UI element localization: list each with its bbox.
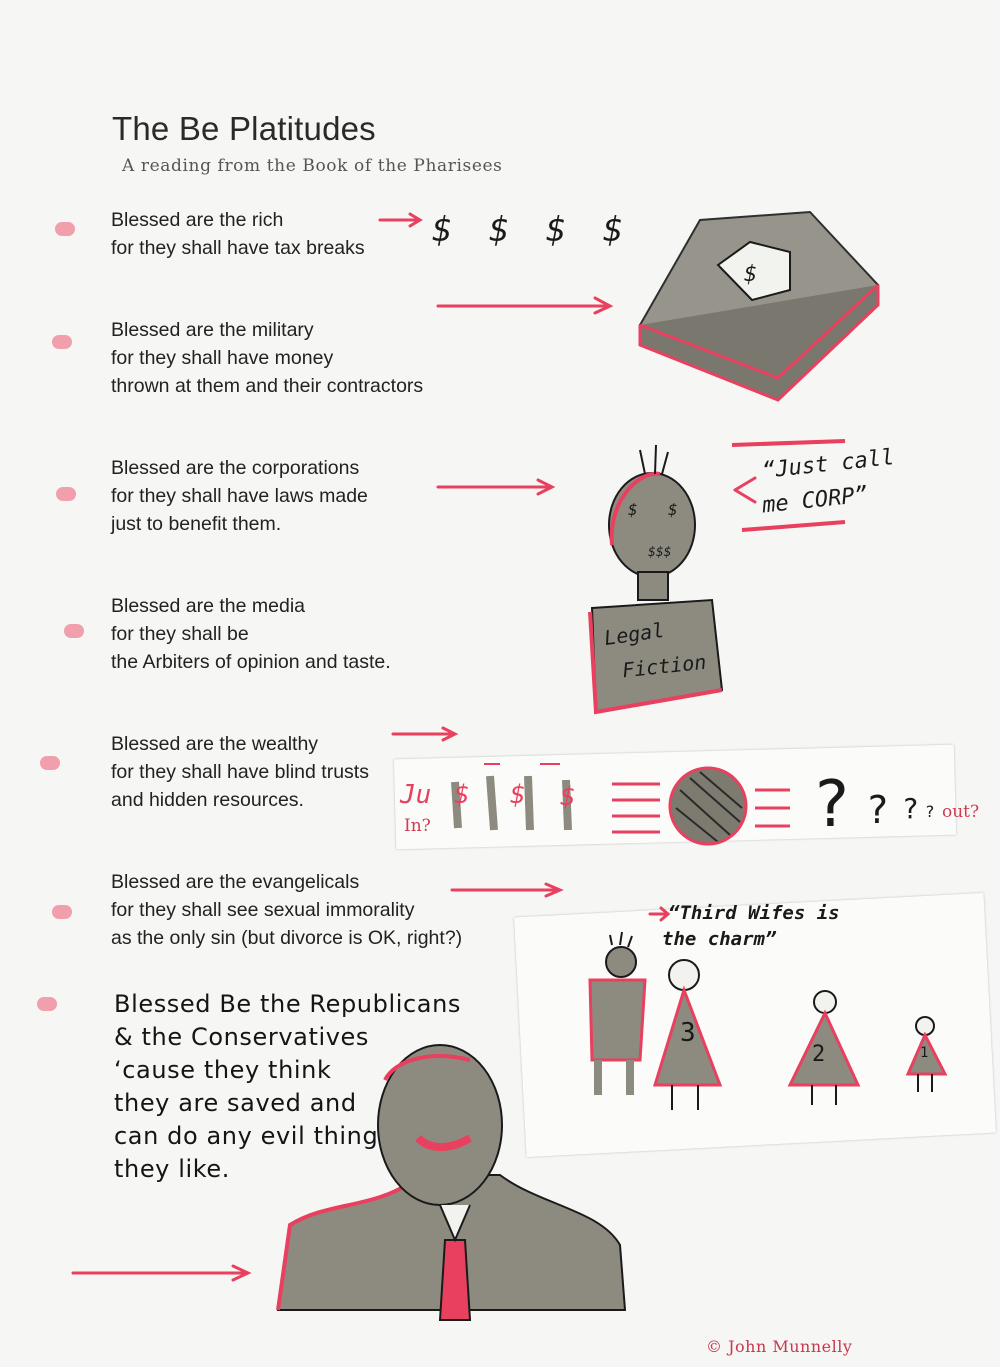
- verse-line: for they shall have laws made: [111, 485, 368, 507]
- verse-line: Blessed are the evangelicals: [111, 871, 360, 893]
- verse-line: just to benefit them.: [111, 513, 282, 535]
- wife-number-3: 3: [680, 1018, 696, 1048]
- verse-line: for they shall have blind trusts: [111, 761, 369, 783]
- final-verse-line: they are saved and: [114, 1089, 357, 1117]
- page-title: The Be Platitudes: [112, 110, 376, 147]
- torso-label-line-2: Fiction: [620, 649, 708, 683]
- wives-quote-line-1: “Third Wifes is: [668, 902, 840, 924]
- verse-line: Blessed are the military: [111, 319, 314, 341]
- final-verse: [114, 988, 461, 1186]
- verse-line: the Arbiters of opinion and taste.: [111, 651, 391, 673]
- verse-line: thrown at them and their contractors: [111, 375, 424, 397]
- verse-line: Blessed are the rich: [111, 209, 284, 231]
- verse-line: Blessed are the corporations: [111, 457, 360, 479]
- trust-dollar-3: $: [560, 782, 576, 812]
- verse-line: as the only sin (but divorce is OK, right?): [111, 927, 463, 949]
- blind-trust-drawing: [455, 764, 790, 844]
- trust-out-label: out?: [942, 802, 980, 822]
- torso-label-line-1: Legal: [602, 617, 666, 651]
- wife-number-1: 1: [920, 1045, 929, 1061]
- question-mark-4: ?: [925, 802, 935, 821]
- final-verse-line: they like.: [114, 1155, 230, 1183]
- face-dollar-right: $: [668, 500, 678, 519]
- verse-line: for they shall have tax breaks: [111, 237, 365, 259]
- page-subtitle: A reading from the Book of the Pharisees: [122, 156, 503, 176]
- verse-line: for they shall have money: [111, 347, 334, 369]
- trust-in-label: In?: [404, 816, 431, 836]
- pentagon-drawing: [640, 212, 878, 400]
- verse-line: Blessed are the wealthy: [111, 733, 319, 755]
- final-verse-line: ‘cause they think: [114, 1056, 332, 1084]
- verse-line: and hidden resources.: [111, 789, 304, 811]
- copyright-notice: © John Munnelly: [706, 1337, 853, 1356]
- final-verse-line: Blessed Be the Republicans: [114, 990, 462, 1018]
- verse-line: for they shall see sexual immorality: [111, 899, 415, 921]
- wives-quote-line-2: the charm”: [662, 928, 777, 950]
- trust-dollar-1: $: [454, 780, 470, 810]
- question-mark-3: ?: [902, 792, 919, 825]
- pentagon-dollar: $: [744, 262, 758, 287]
- dollar-marks: $ $ $ $: [432, 210, 632, 250]
- question-mark-1: ?: [812, 768, 851, 842]
- verse-line: for they shall be: [111, 623, 249, 645]
- trust-start-mark: Ju: [400, 780, 432, 810]
- question-mark-2: ?: [866, 788, 889, 832]
- final-verse-line: & the Conservatives: [114, 1023, 370, 1051]
- wife-number-2: 2: [812, 1042, 826, 1067]
- face-dollar-left: $: [628, 500, 638, 519]
- verse-line: Blessed are the media: [111, 595, 306, 617]
- trust-dollar-2: $: [510, 780, 526, 810]
- corp-quote-line-2: me CORP”: [760, 482, 869, 519]
- face-mouth-dollars: $$$: [648, 545, 672, 560]
- wives-drawing: [590, 932, 945, 1110]
- corp-quote-line-1: “Just call: [761, 445, 896, 484]
- final-verse-line: can do any evil thing: [114, 1122, 379, 1150]
